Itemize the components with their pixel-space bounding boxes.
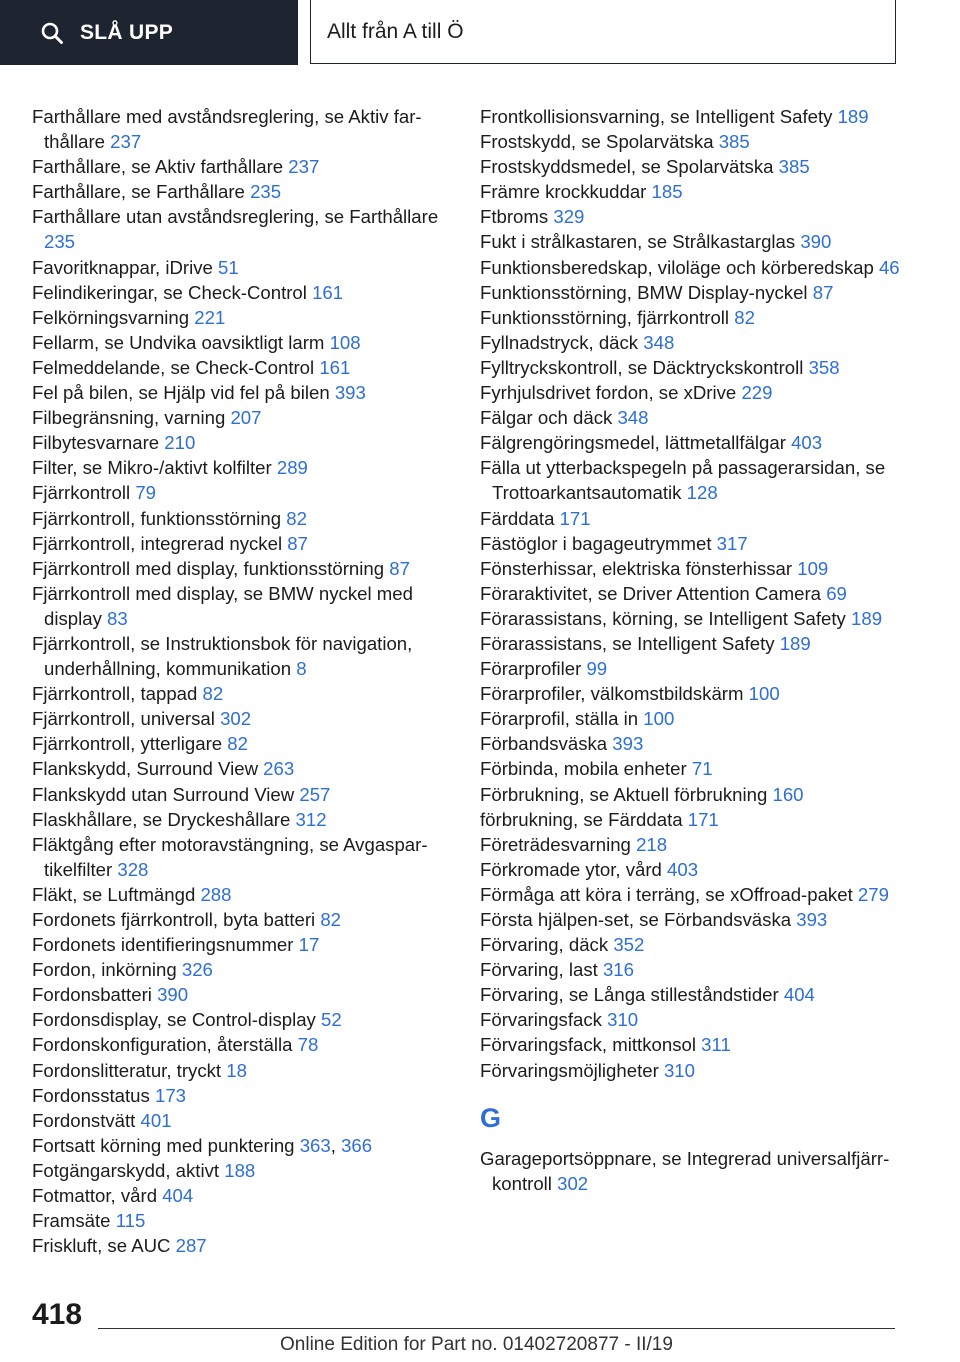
index-entry-text: Första hjälpen-set, se Förbandsväska [480,909,797,930]
page-link[interactable]: 329 [553,206,585,228]
index-entry [32,1058,452,1083]
index-entry-text: Fjärrkontroll, ytterligare [32,733,228,755]
page-link[interactable]: 207 [230,407,262,429]
index-entry [480,982,910,1007]
page-link[interactable]: 69 [826,582,847,604]
page-link[interactable]: 82 [202,683,224,705]
index-entry [32,832,452,882]
page-link[interactable]: 287 [175,1235,207,1257]
page-link[interactable]: 82 [227,733,248,755]
index-entry-text: förbrukning, se Färddata [480,808,688,830]
index-entry-text: Fjärrkontroll, universal [32,708,221,730]
index-entry-text: Främre krockkuddar [480,181,652,203]
index-entry [32,756,452,781]
index-entry-text: Fotmattor, vård [32,1185,163,1207]
index-entry-text: Fellarm, se Undvika oavsiktligt larm [32,331,330,353]
page-link[interactable]: 189 [851,607,883,629]
index-entry-text: Fordonsbatteri [32,984,158,1006]
index-entry [480,556,910,581]
page-link[interactable]: 8 [296,658,307,680]
index-entry-text: Förbandsväska [480,733,613,755]
index-entry-text: Förbinda, mobila enheter [480,758,692,780]
index-entry-text: Fönsterhissar, elektriska fönsterhissar [480,557,798,579]
index-entry-text: Förvaring, se Långa stilleståndstider [480,984,784,1006]
index-entry [480,1007,910,1032]
index-entry [32,957,452,982]
index-entry [480,1058,910,1083]
index-entry [32,1158,452,1183]
page-link[interactable]: 348 [643,331,675,353]
index-entry [480,681,910,706]
page-link[interactable]: 393 [796,909,828,930]
index-entry-text: Förvaringsmöjligheter [480,1059,664,1081]
page-link[interactable]: 289 [276,457,308,479]
page-link[interactable]: 210 [164,432,196,454]
index-entry-text: Fälgrengöringsmedel, lättmetallfälgar [480,432,792,454]
page-link[interactable]: 311 [701,1034,731,1056]
page-link[interactable]: 237 [288,156,320,178]
index-entry [480,581,910,606]
index-entry-text: Felindikeringar, se Check-Control [32,281,313,303]
index-entry-text: Förarprofiler, välkomstbildskärm [480,683,749,705]
index-entry [480,229,910,254]
index-entry-text: Förvaringsfack [480,1009,608,1031]
page-link[interactable]: 326 [181,959,213,981]
index-entry-text: Förvaringsfack, mittkonsol [480,1034,702,1056]
index-entry-text: Fjärrkontroll, integrerad nyckel [32,532,288,554]
index-entry [480,531,910,556]
index-entry [32,1133,452,1158]
index-entry-text: Fyrhjulsdrivet fordon, se xDrive [480,382,742,404]
index-entry-text: Fläktgång efter motoravstängning, se Avgaspartikelfilter [32,833,428,880]
page-link[interactable]: 279 [857,883,889,905]
index-entry [480,631,910,656]
page-link[interactable]: 352 [613,934,645,956]
index-entry-text: Förbrukning, se Aktuell förbrukning [480,783,773,805]
index-entry-text: Garageportsöppnare, se Integrerad universalfjärrkontroll [480,1147,890,1194]
page-link[interactable]: 229 [741,382,773,404]
index-entry-text: Fortsatt körning med punktering [32,1134,300,1156]
index-entry [32,581,452,631]
page-link[interactable]: 316 [602,959,634,981]
index-entry-text: Fukt i strålkastaren, se Strålkastarglas [480,231,801,253]
page-link[interactable]: 188 [224,1159,256,1181]
index-entry-text: Fjärrkontroll, tappad [32,683,203,705]
page-link[interactable]: 52 [321,1009,342,1031]
index-entry [480,932,910,957]
page-link[interactable]: 393 [612,733,644,755]
page-link[interactable]: 235 [250,181,282,203]
page-link[interactable]: 358 [808,356,840,378]
index-entry-text: Fästöglor i bagageutrymmet [480,532,717,554]
index-entry [32,1233,452,1258]
index-entry [480,706,910,731]
page-link[interactable]: 288 [200,883,232,905]
index-entry-text: Fjärrkontroll [32,482,136,504]
index-entry [32,430,452,455]
index-entry [32,305,452,330]
page-link[interactable]: 390 [157,984,189,1006]
index-entry [32,380,452,405]
index-entry-text: Frontkollisionsvarning, se Intelligent Safety [480,106,838,127]
page-link[interactable]: 108 [329,331,361,353]
index-entry-text: Felmeddelande, se Check-Control [32,356,320,378]
index-entry [32,782,452,807]
index-entry-text: Framsäte [32,1210,116,1232]
page-link[interactable]: 87 [389,557,410,579]
page-link[interactable]: 385 [718,131,750,153]
page-link[interactable]: 82 [286,507,307,529]
page-link[interactable]: 363 [299,1134,331,1156]
index-entry [480,1146,910,1196]
index-entry-text: Fordonets fjärrkontroll, byta batteri [32,909,321,930]
search-icon [40,21,64,45]
index-entry [480,1032,910,1057]
index-entry-text: Färddata [480,507,560,529]
page-link[interactable]: 302 [220,708,252,730]
top-bar [0,0,960,66]
page-link[interactable]: 87 [287,532,308,554]
index-entry-text: Funktionsstörning, BMW Display-nyckel [480,281,813,303]
index-entry [32,455,452,480]
page-link[interactable]: 189 [837,106,869,127]
page-link[interactable]: 404 [783,984,815,1006]
index-entry-text: Ftbroms [480,206,554,228]
index-entry [32,706,452,731]
page-link[interactable]: 317 [716,532,748,554]
page-link[interactable]: 82 [320,909,342,930]
index-entry-text: Förarassistans, se Intelligent Safety [480,632,780,654]
edition-text: Online Edition for Part no. 01402720877 - II/19 [280,1334,673,1355]
page-link[interactable]: 302 [557,1172,589,1194]
index-entry [480,280,910,305]
index-entry-text: Fordonslitteratur, tryckt [32,1059,227,1081]
search-button[interactable] [0,0,298,65]
index-entry [480,782,910,807]
page-link[interactable]: 263 [263,758,295,780]
index-entry-text: Fordonskonfiguration, återställa [32,1034,298,1056]
index-entry [32,1208,452,1233]
index-entry [480,832,910,857]
page-link[interactable]: 393 [334,382,366,404]
index-entry-text: Funktionsberedskap, viloläge och körberedskap [480,256,879,278]
page-link[interactable]: 310 [607,1009,639,1031]
page-link[interactable]: 51 [218,256,239,278]
index-entry-text: Fjärrkontroll, se Instruktionsbok för navigation, underhållning, kommunikation [32,632,413,680]
page-link[interactable]: 83 [107,607,128,629]
page-link[interactable]: 161 [319,356,351,378]
index-entry [32,982,452,1007]
index-entry [32,531,452,556]
index-entry [32,179,452,204]
index-entry [480,405,910,430]
index-entry [32,255,452,280]
index-entry-text: Fel på bilen, se Hjälp vid fel på bilen [32,382,335,404]
index-entry-text: Förarassistans, körning, se Intelligent Safety [480,607,852,629]
index-entry-text: Frostskydd, se Spolarvätska [480,131,719,153]
index-entry [32,280,452,305]
index-entry [32,631,452,681]
page-link[interactable]: 185 [651,181,683,203]
index-entry [32,731,452,756]
index-entry-text: Fälla ut ytterbackspegeln på passagerarsidan, se Trottoarkantsautomatik [480,457,886,504]
index-entry-text: Fälgar och däck [480,407,618,429]
index-entry-text: Förmåga att köra i terräng, se xOffroad-paket [480,883,858,905]
index-entry-text: Förvaring, däck [480,934,614,956]
index-entry-text: Fordonets identifieringsnummer [32,934,299,956]
index-entry [32,1007,452,1032]
index-entry-text: Föraraktivitet, se Driver Attention Camera [480,582,827,604]
index-entry-text: Filter, se Mikro-/aktivt kolfilter [32,457,277,479]
page-link[interactable]: 237 [110,131,142,153]
page-link[interactable]: 310 [663,1059,695,1081]
index-entry-text: Fjärrkontroll med display, funktionsstörning [32,557,390,579]
page-link[interactable]: 312 [295,808,327,830]
index-entry-text: Filbytesvarnare [32,432,165,454]
page-link[interactable]: 78 [297,1034,319,1056]
index-entry-text: Farthållare, se Aktiv farthållare [32,156,289,178]
index-entry-text: Fotgängarskydd, aktivt [32,1159,225,1181]
index-entry [480,129,910,154]
index-entry-text: Flaskhållare, se Dryckeshållare [32,808,296,830]
index-entry-text: Frostskyddsmedel, se Spolarvätska [480,156,779,178]
index-entry [480,656,910,681]
page-link[interactable]: 171 [687,808,719,830]
index-entry [480,380,910,405]
page-link[interactable]: 385 [778,156,810,178]
index-entry-text: Fjärrkontroll, funktionsstörning [32,507,287,529]
index-entry [480,330,910,355]
page-footer [0,1290,960,1362]
index-entry-text: Funktionsstörning, fjärrkontroll [480,306,735,328]
index-entry [480,355,910,380]
index-entry [480,882,910,907]
index-entry-text: Företrädesvarning [480,833,637,855]
page-link[interactable]: 390 [800,231,832,253]
index-entry-text: Fordonsdisplay, se Control-display [32,1009,322,1031]
index-entry [480,506,910,531]
index-entry [32,330,452,355]
index-entry [32,1108,452,1133]
index-entry [32,1183,452,1208]
index-entry [480,255,910,280]
page-link[interactable]: 257 [299,783,331,805]
page-link[interactable]: 17 [298,934,320,956]
page-link[interactable]: 100 [748,683,780,705]
index-list-g [480,1146,910,1196]
index-entry [32,882,452,907]
page-link[interactable]: 160 [772,783,804,805]
page-link[interactable]: 71 [691,758,713,780]
index-entry [32,104,452,154]
page-link[interactable]: 115 [115,1210,146,1232]
index-entry [480,957,910,982]
footer-divider [98,1328,895,1329]
page-link[interactable]: 218 [636,833,668,855]
page-link[interactable]: 404 [162,1185,194,1207]
index-entry [480,104,910,129]
index-entry [480,857,910,882]
index-entry-text: Flankskydd utan Surround View [32,783,300,805]
page-link[interactable]: 348 [617,407,649,429]
index-entry [480,606,910,631]
index-entry [32,204,452,254]
page-separator: , [330,1134,342,1156]
index-entry-text: Flankskydd, Surround View [32,758,264,780]
index-entry [32,506,452,531]
index-entry-text: Fläkt, se Luftmängd [32,883,201,905]
page-link[interactable]: 128 [686,482,718,504]
index-entry-text: Farthållare, se Farthållare [32,181,251,203]
page-link[interactable]: 18 [226,1059,247,1081]
index-entry [480,731,910,756]
index-entry-text: Förarprofiler [480,658,587,680]
page-link[interactable]: 189 [779,632,811,654]
index-entry-text: Fordonsstatus [32,1084,155,1106]
index-entry-text: Favoritknappar, iDrive [32,256,219,278]
page-link[interactable]: 171 [559,507,591,529]
page-link[interactable]: 82 [734,306,755,328]
page-link[interactable]: 100 [643,708,675,730]
page-link[interactable]: 401 [140,1109,172,1131]
index-entry-text: Friskluft, se AUC [32,1235,176,1257]
index-entry [32,154,452,179]
index-entry-text: Farthållare utan avståndsreglering, se Farthållare [32,206,439,228]
section-title-tab[interactable] [310,0,896,64]
index-entry [480,455,910,505]
index-entry-text: Förkromade ytor, vård [480,858,668,880]
index-entry [480,154,910,179]
index-entry [32,355,452,380]
page-link[interactable]: 221 [194,306,226,328]
page-link[interactable]: 366 [341,1134,373,1156]
index-entry-text: Fylltryckskontroll, se Däcktryckskontroll [480,356,809,378]
index-entry [32,405,452,430]
page-link[interactable]: 46 [878,256,900,278]
page-link[interactable]: 99 [586,658,608,680]
section-letter-g: G [480,1102,502,1133]
index-entry [480,807,910,832]
page-link[interactable]: 403 [667,858,699,880]
page-link[interactable]: 161 [312,281,344,303]
index-entry-text: Fyllnadstryck, däck [480,331,644,353]
index-entry-text: Fordonstvätt [32,1109,141,1131]
index-entry-text: Fjärrkontroll med display, se BMW nyckel med display [32,582,413,629]
search-button-label: SLÅ UPP [80,20,174,44]
index-entry [480,430,910,455]
index-entry [480,179,910,204]
index-entry-text: Felkörningsvarning [32,306,195,328]
index-entry-text: Förvaring, last [480,959,603,981]
index-entry [480,907,910,932]
index-entry [32,807,452,832]
section-title: Allt från A till Ö [327,19,464,43]
index-entry [480,204,910,229]
index-entry [32,1032,452,1057]
page-number: 418 [32,1298,83,1331]
page-link[interactable]: 235 [44,231,76,253]
page-link[interactable]: 87 [812,281,834,303]
page-link[interactable]: 173 [154,1084,187,1106]
index-column-left [32,104,452,1258]
index-entry [32,932,452,957]
index-entry [32,907,452,932]
index-entry [32,1083,452,1108]
index-entry [32,480,452,505]
index-entry-text: Fordon, inkörning [32,959,182,981]
page-link[interactable]: 403 [791,432,823,454]
index-column-right [480,104,910,1196]
index-entry [480,305,910,330]
index-entry-text: Förarprofil, ställa in [480,708,644,730]
index-entry-text: Filbegränsning, varning [32,407,231,429]
index-list-f-continued [480,104,910,1083]
page-link[interactable]: 328 [117,858,149,880]
page-link[interactable]: 79 [135,482,157,504]
page-link[interactable]: 109 [797,557,829,579]
index-entry [32,556,452,581]
index-entry [32,681,452,706]
index-entry [480,756,910,781]
index-entry-text: Farthållare med avståndsreglering, se Aktiv farthållare [32,106,422,153]
